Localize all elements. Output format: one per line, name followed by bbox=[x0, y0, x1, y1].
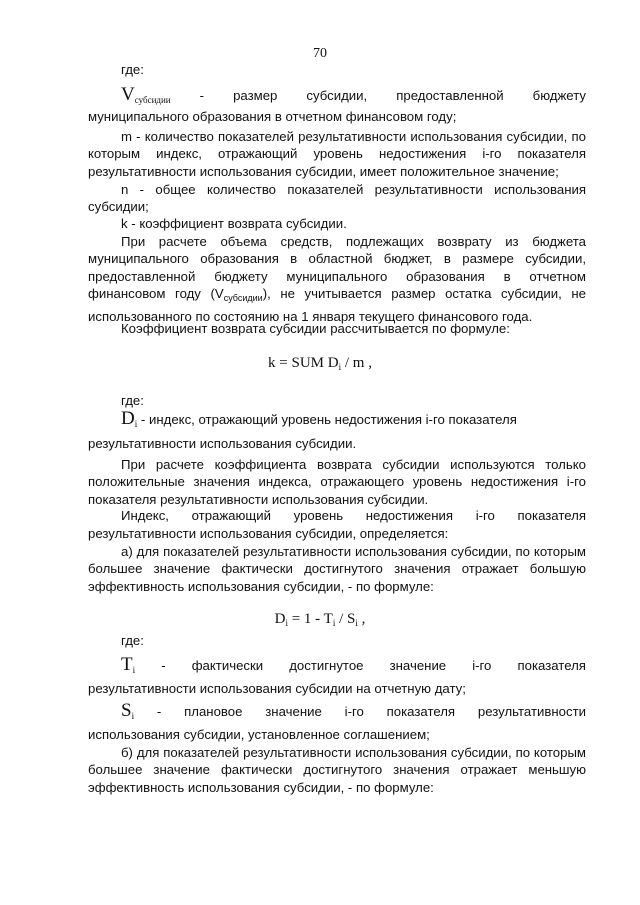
ti-word: фактически bbox=[191, 658, 264, 673]
si-definition bbox=[121, 700, 586, 722]
formula-d: $D_i = 1 - T_i / S_i$ , bbox=[274, 611, 366, 628]
where-label-2: где: bbox=[121, 393, 144, 408]
page-number: 70 bbox=[313, 46, 327, 61]
v-word: - bbox=[199, 88, 205, 103]
ti-definition bbox=[121, 654, 586, 676]
paragraph-positive-values: При расчете коэффициента возврата субсидии используются только положительные значения индекса, отражающего уровень недостижения i-го показателя результативности использования субсидии. bbox=[88, 457, 586, 507]
v-word: предоставленной bbox=[396, 88, 504, 103]
index-word: i-го bbox=[475, 508, 495, 523]
v-subsidy-definition bbox=[121, 84, 586, 106]
ti-symbol: $T_i$ bbox=[121, 654, 136, 675]
si-word: результативности bbox=[477, 704, 586, 719]
paragraph-refund-volume: При расчете объема средств, подлежащих возврату из бюджета муниципального образования в областной бюджет, в размере субсидии, предоставленной бюджету муниципального образования в отчетном финансовом году $(V_{субсидии})$, не учитывается размер остатка субсидии, не использованного по состоянию на 1 января текущего финансового года. bbox=[88, 234, 586, 324]
ti-word: - bbox=[161, 658, 166, 673]
formula-k: k = SUM $D_i$ / m , bbox=[268, 355, 372, 372]
item-b: б) для показателей результативности использования субсидии, по которым большее значение фактически достигнутого значения отражает меньшую эффективность использования субсидии, - по формуле: bbox=[88, 745, 586, 795]
si-word: значение bbox=[265, 704, 322, 719]
index-word: недостижения bbox=[365, 508, 454, 523]
where-label-1: где: bbox=[121, 62, 144, 77]
v-subsidy-symbol: $V_{субсидии}$ bbox=[121, 84, 171, 105]
index-definition-continuation: результативности использования субсидии, определяется: bbox=[88, 526, 449, 541]
v-word: размер bbox=[233, 88, 278, 103]
v-word: бюджету bbox=[532, 88, 586, 103]
v-word: субсидии, bbox=[306, 88, 368, 103]
ti-word: значение bbox=[389, 658, 447, 673]
si-word: показателя bbox=[386, 704, 456, 719]
si-symbol: $S_i$ bbox=[121, 700, 135, 721]
ti-definition-continuation: результативности использования субсидии на отчетную дату; bbox=[88, 681, 466, 696]
si-word: i-го bbox=[344, 704, 364, 719]
index-word: уровень bbox=[293, 508, 344, 523]
where-label-3: где: bbox=[121, 633, 144, 648]
v-subsidy-continuation: муниципального образования в отчетном финансовом году; bbox=[88, 109, 457, 124]
si-word: - bbox=[156, 704, 162, 719]
index-word: отражающий bbox=[191, 508, 271, 523]
item-a: а) для показателей результативности использования субсидии, по которым большее значение фактически достигнутого значения отражает большую эффективность использования субсидии, - по формуле: bbox=[88, 544, 586, 594]
si-definition-continuation: использования субсидии, установленное соглашением; bbox=[88, 727, 430, 742]
m-definition: m - количество показателей результативности использования субсидии, по которым индекс, отражающий уровень недостижения i-го показателя результативности использования субсидии, имеет положительное значение; bbox=[88, 129, 586, 179]
si-word: плановое bbox=[184, 704, 243, 719]
index-word: Индекс, bbox=[121, 508, 169, 523]
ti-word: показателя bbox=[517, 658, 586, 673]
ti-word: достигнутое bbox=[289, 658, 364, 673]
ti-word: i-го bbox=[472, 658, 492, 673]
index-word: показателя bbox=[517, 508, 586, 523]
k-definition: k - коэффициент возврата субсидии. bbox=[121, 216, 347, 231]
coefficient-formula-intro: Коэффициент возврата субсидии рассчитывается по формуле: bbox=[121, 321, 510, 336]
index-definition-line bbox=[121, 508, 586, 523]
n-definition: n - общее количество показателей результативности использования субсидии; bbox=[88, 182, 586, 215]
di-definition: $D_i$ - индекс, отражающий уровень недостижения i-го показателя bbox=[121, 408, 517, 429]
di-definition-continuation: результативности использования субсидии. bbox=[88, 436, 357, 451]
